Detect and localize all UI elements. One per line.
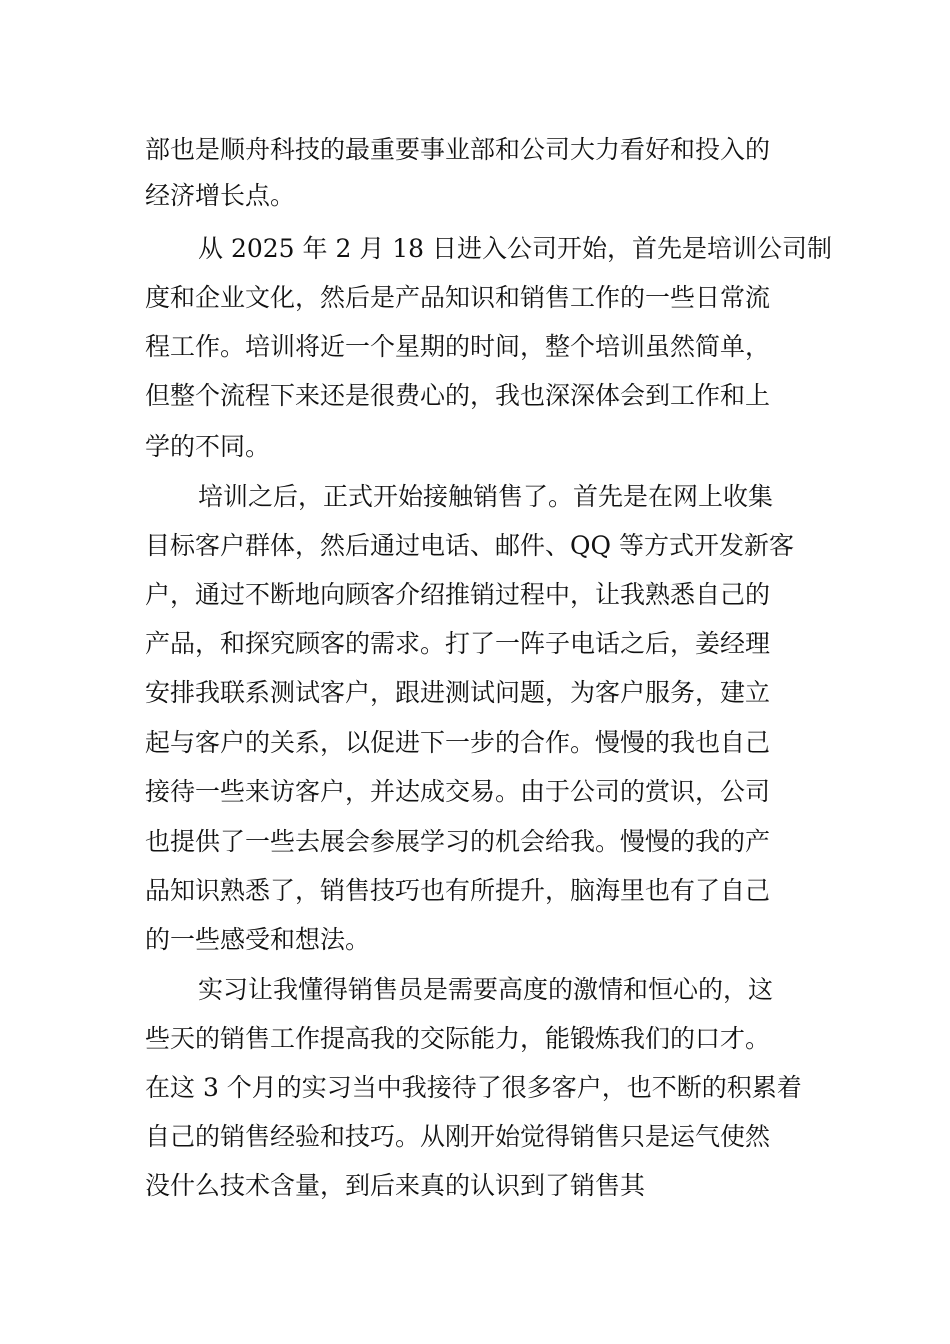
text-line: 产品，和探究顾客的需求。打了一阵子电话之后，姜经理	[145, 629, 771, 658]
text-line: 培训之后，正式开始接触销售了。首先是在网上收集	[198, 482, 774, 511]
text-line: 也提供了一些去展会参展学习的机会给我。慢慢的我的产	[145, 827, 771, 856]
text-line: 经济增长点。	[145, 181, 296, 210]
text-line: 些天的销售工作提高我的交际能力，能锻炼我们的口才。	[145, 1024, 771, 1053]
text-line: 程工作。培训将近一个星期的时间，整个培训虽然简单，	[145, 332, 771, 361]
text-line: 在这 3 个月的实习当中我接待了很多客户，也不断的积累着	[145, 1073, 802, 1102]
text-line: 户，通过不断地向顾客介绍推销过程中，让我熟悉自己的	[145, 580, 771, 609]
text-line: 但整个流程下来还是很费心的，我也深深体会到工作和上	[145, 381, 771, 410]
text-line: 安排我联系测试客户，跟进测试问题，为客户服务，建立	[145, 678, 771, 707]
text-line: 从 2025 年 2 月 18 日进入公司开始，首先是培训公司制	[198, 234, 833, 263]
text-line: 品知识熟悉了，销售技巧也有所提升，脑海里也有了自己	[145, 876, 771, 905]
text-line: 接待一些来访客户，并达成交易。由于公司的赏识，公司	[145, 777, 771, 806]
text-line: 的一些感受和想法。	[145, 925, 371, 954]
text-line: 自己的销售经验和技巧。从刚开始觉得销售只是运气使然	[145, 1122, 771, 1151]
text-line: 学的不同。	[145, 432, 271, 461]
text-line: 度和企业文化，然后是产品知识和销售工作的一些日常流	[145, 283, 771, 312]
text-line: 目标客户群体，然后通过电话、邮件、QQ 等方式开发新客	[145, 531, 794, 560]
text-line: 部也是顺舟科技的最重要事业部和公司大力看好和投入的	[145, 135, 771, 164]
text-line: 起与客户的关系，以促进下一步的合作。慢慢的我也自己	[145, 728, 771, 757]
text-line: 没什么技术含量，到后来真的认识到了销售其	[145, 1171, 646, 1200]
text-line: 实习让我懂得销售员是需要高度的激情和恒心的，这	[198, 975, 774, 1004]
